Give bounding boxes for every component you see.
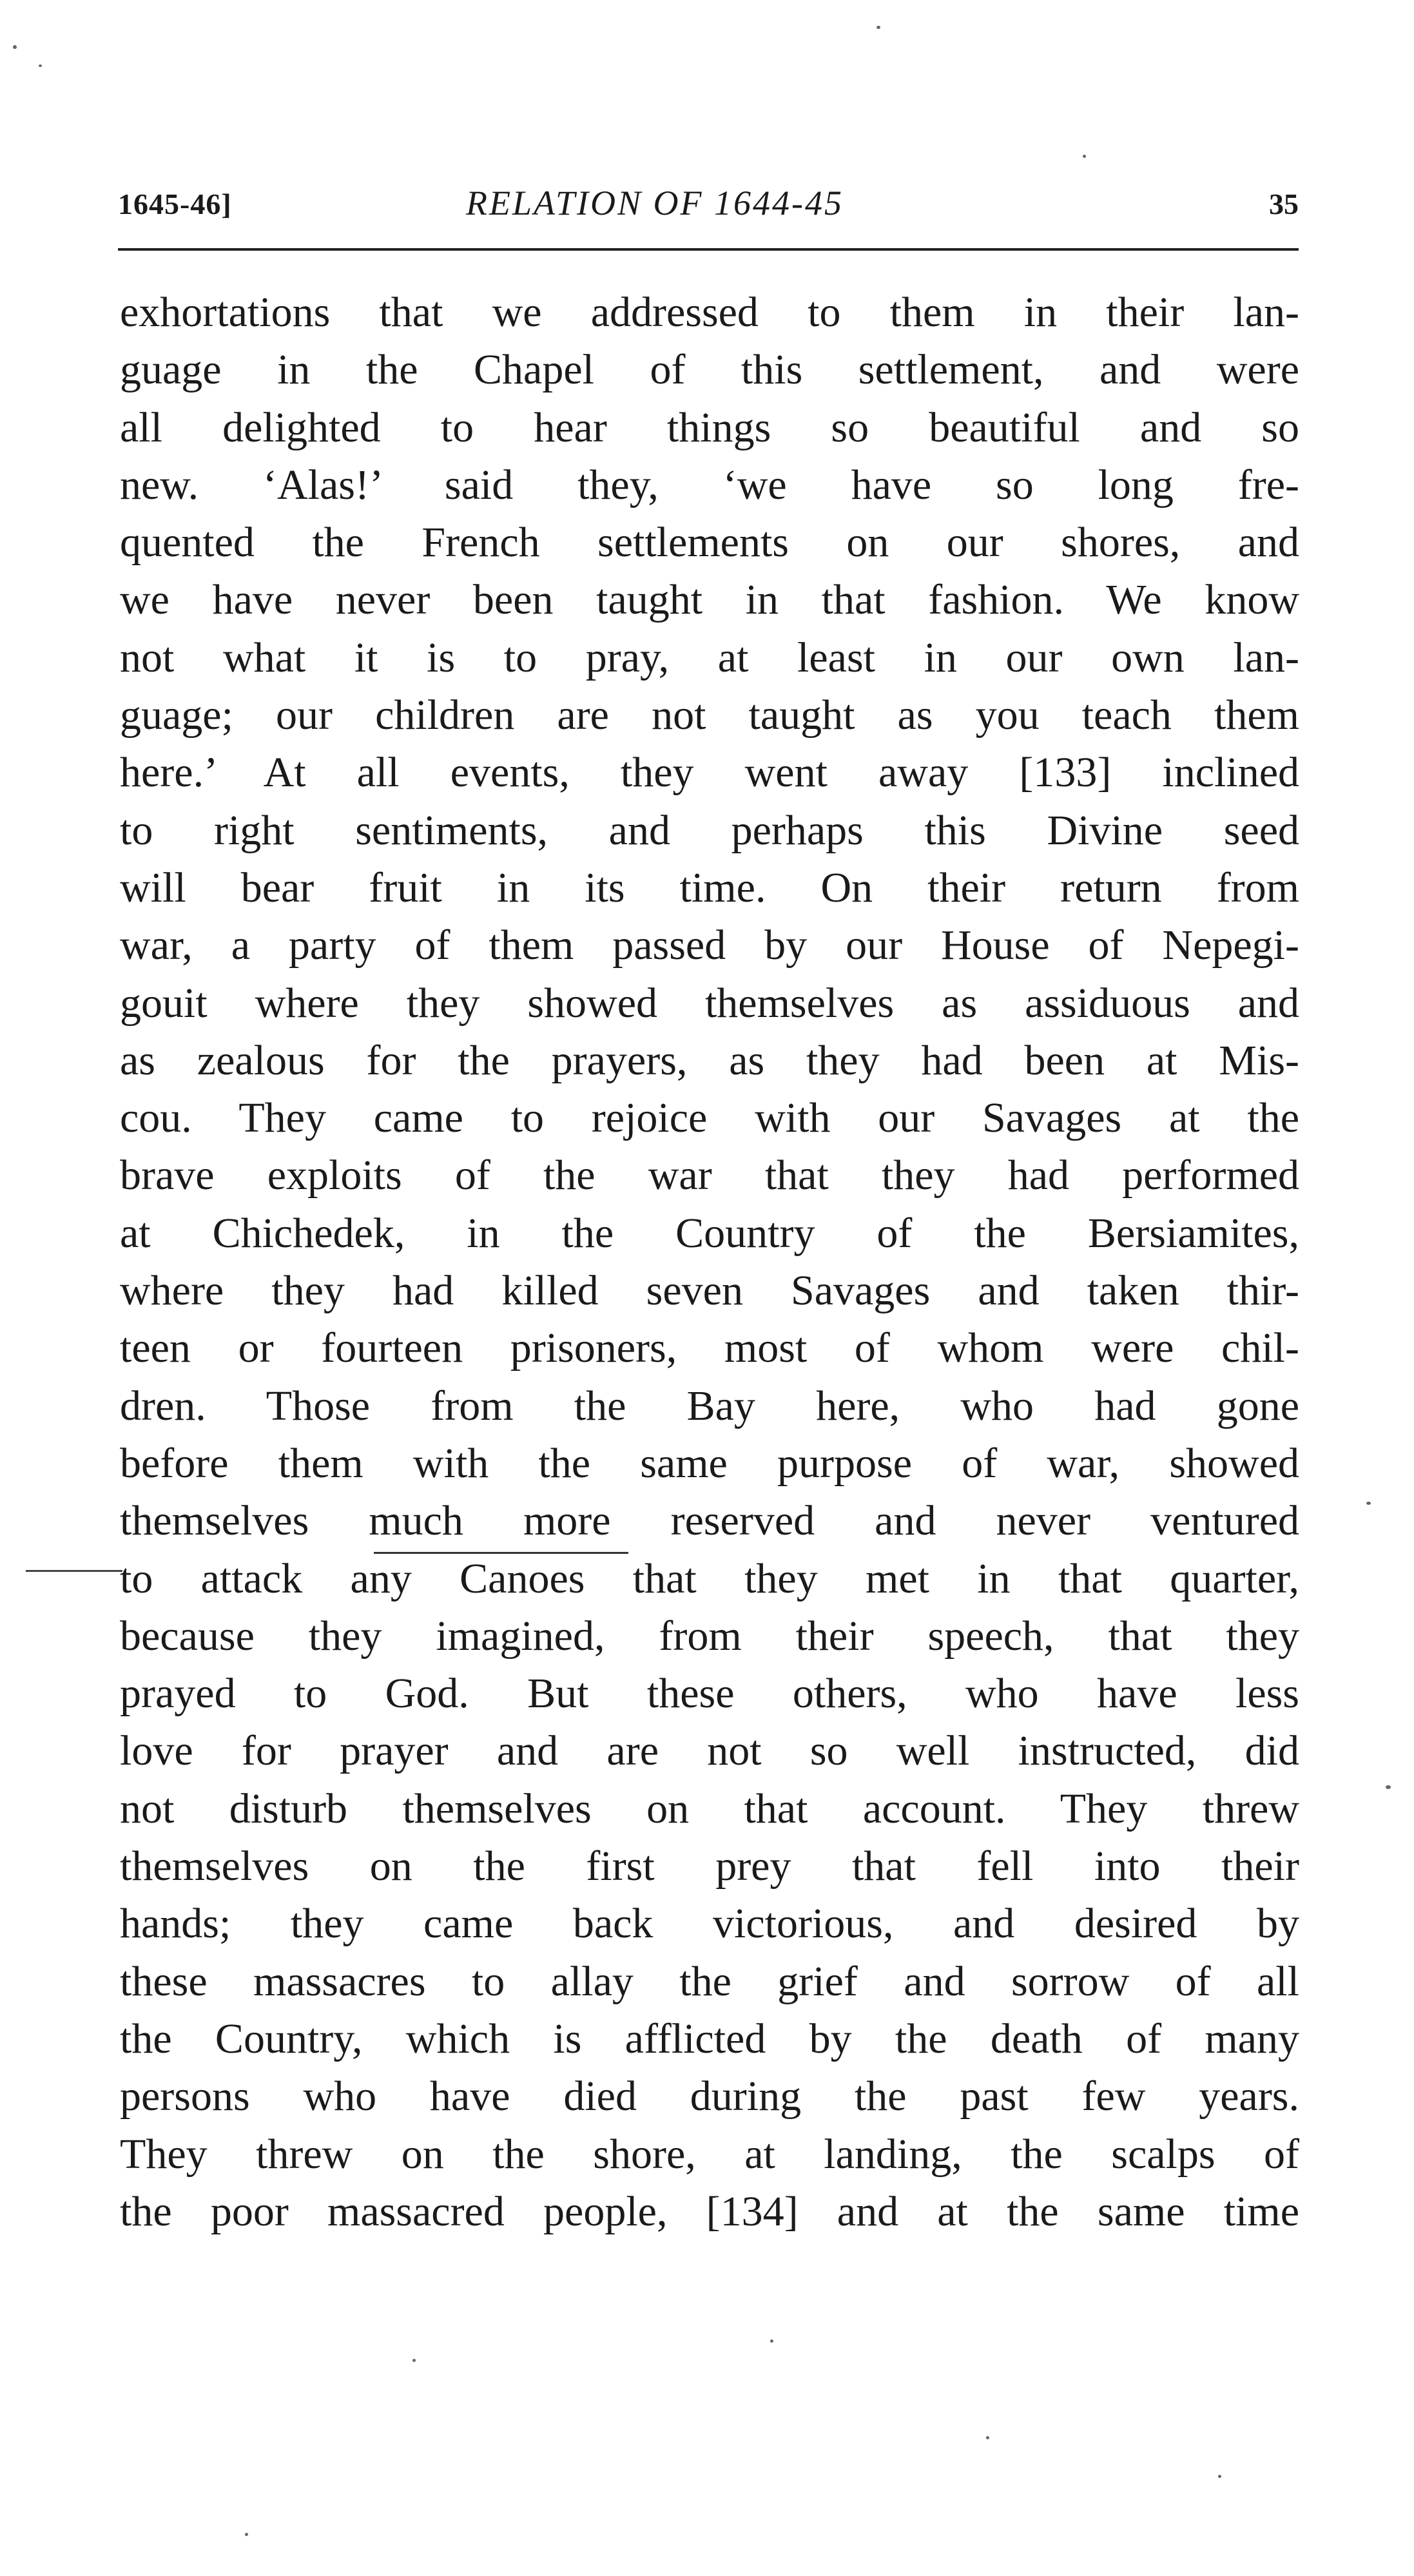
- running-head: [118, 184, 1299, 238]
- scan-speck: [412, 2359, 416, 2362]
- text-line: all delighted to hear things so beautiful and so: [120, 403, 1299, 451]
- text-line: the poor massacred people, [134] and at the same time: [120, 2187, 1299, 2235]
- scan-speck: [876, 26, 880, 29]
- text-line: brave exploits of the war that they had performed: [120, 1152, 1299, 1199]
- text-line: guage; our children are not taught as you teach them: [120, 692, 1299, 739]
- text-line: the Country, which is afflicted by the death of many: [120, 2015, 1299, 2062]
- text-line: these massacres to allay the grief and sorrow of all: [120, 1957, 1299, 2005]
- text-line: cou. They came to rejoice with our Savages at the: [120, 1094, 1299, 1142]
- body-text: [120, 284, 1299, 2240]
- text-line: as zealous for the prayers, as they had been at Mis-: [120, 1036, 1299, 1084]
- text-line: we have never been taught in that fashion. We know: [120, 576, 1299, 624]
- text-line: dren. Those from the Bay here, who had gone: [120, 1382, 1299, 1429]
- pencil-underline-mark: [374, 1552, 628, 1554]
- text-line: at Chichedek, in the Country of the Bersiamites,: [120, 1209, 1299, 1257]
- scan-speck: [1083, 155, 1086, 158]
- scan-speck: [770, 2339, 773, 2343]
- text-line: themselves on the first prey that fell into their: [120, 1843, 1299, 1890]
- scan-speck: [245, 2533, 248, 2536]
- text-line: new. ‘Alas!’ said they, ‘we have so long fre-: [120, 461, 1299, 508]
- text-line: where they had killed seven Savages and taken thir-: [120, 1267, 1299, 1315]
- text-line: before them with the same purpose of war, showed: [120, 1439, 1299, 1487]
- text-line: war, a party of them passed by our House of Nepegi-: [120, 922, 1299, 969]
- margin-pencil-mark: [26, 1570, 122, 1572]
- text-line: because they imagined, from their speech, that they: [120, 1612, 1299, 1660]
- scan-speck: [39, 64, 42, 67]
- text-line: gouit where they showed themselves as assiduous and: [120, 979, 1299, 1027]
- scan-speck: [13, 45, 17, 49]
- text-line: quented the French settlements on our shores, and: [120, 519, 1299, 567]
- running-head-title: RELATION OF 1644-45: [466, 184, 844, 222]
- text-line: themselves much more reserved and never ventured: [120, 1497, 1299, 1545]
- page-number: 35: [1269, 188, 1299, 220]
- text-line: prayed to God. But these others, who have less: [120, 1670, 1299, 1718]
- text-line: teen or fourteen prisoners, most of whom were chil-: [120, 1324, 1299, 1372]
- text-line: not what it is to pray, at least in our own lan-: [120, 634, 1299, 681]
- text-line: to attack any Canoes that they met in that quarter,: [120, 1554, 1299, 1602]
- scan-speck: [1366, 1502, 1371, 1505]
- text-line: hands; they came back victorious, and desired by: [120, 1900, 1299, 1948]
- scan-speck: [1386, 1785, 1391, 1789]
- text-line: here.’ At all events, they went away [133] inclined: [120, 749, 1299, 797]
- header-rule: [118, 248, 1299, 251]
- text-line: not disturb themselves on that account. They threw: [120, 1785, 1299, 1832]
- scan-speck: [1218, 2475, 1221, 2478]
- text-line: exhortations that we addressed to them in their lan-: [120, 289, 1299, 336]
- running-head-year-range: 1645-46]: [118, 188, 232, 220]
- text-line: persons who have died during the past few years.: [120, 2073, 1299, 2120]
- scan-speck: [986, 2436, 989, 2439]
- text-line: love for prayer and are not so well instructed, did: [120, 1727, 1299, 1775]
- text-line: guage in the Chapel of this settlement, and were: [120, 346, 1299, 394]
- text-line: to right sentiments, and perhaps this Divine seed: [120, 806, 1299, 854]
- text-line: They threw on the shore, at landing, the scalps of: [120, 2130, 1299, 2178]
- text-line: will bear fruit in its time. On their return from: [120, 864, 1299, 911]
